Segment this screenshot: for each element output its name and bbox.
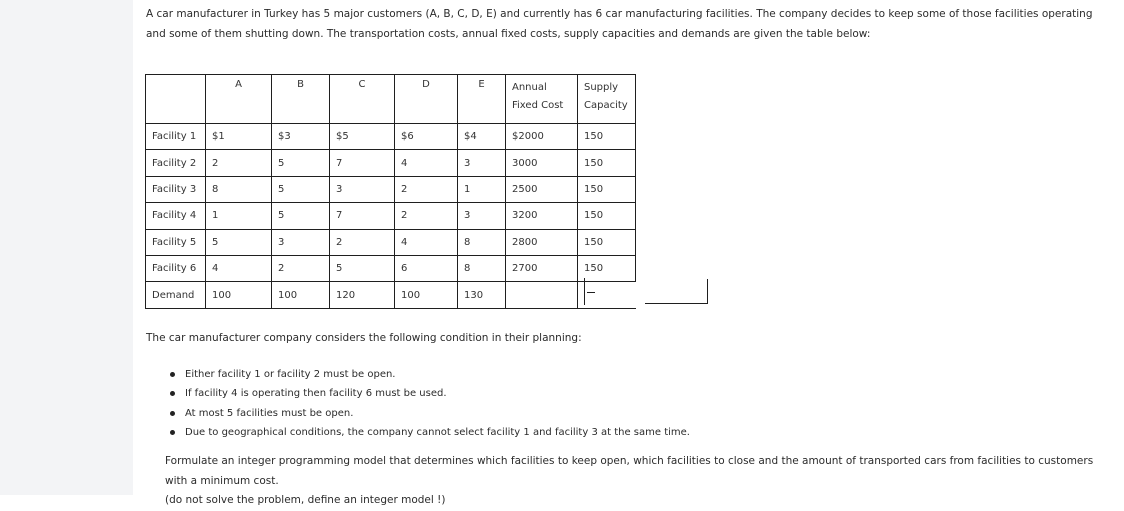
demand-row [146,282,636,308]
left-margin-panel [0,0,133,495]
task-note: (do not solve the problem, define an integer model !) [165,494,446,506]
capacity-cell: 150 [578,203,636,229]
list-item [168,423,690,442]
table-row [146,176,636,202]
demand-cell: 130 [458,282,506,308]
capacity-cell: 150 [578,176,636,202]
fixed-cost-cell: 3000 [506,150,578,176]
row-label: Facility 5 [146,229,206,255]
bullet-icon [170,372,175,377]
conditions-list [168,365,690,442]
header-customer-b: B [272,75,330,124]
task-main: Formulate an integer programming model that determines which facilities to keep open, which facilities to close and the amount of transported cars from facilities to customers with a minimum cost. [165,455,1094,487]
demand-cell: 100 [272,282,330,308]
cost-cell: 8 [458,229,506,255]
header-fixed-cost-line2: Fixed Cost [512,100,564,111]
cost-cell: 6 [395,255,458,281]
capacity-cell: 150 [578,124,636,150]
row-label: Facility 1 [146,124,206,150]
empty-cell [506,282,578,308]
cost-cell: 4 [395,229,458,255]
cost-cell: 4 [395,150,458,176]
cost-cell: 2 [395,176,458,202]
fixed-cost-cell: 2800 [506,229,578,255]
cost-cell: 5 [330,255,395,281]
fixed-cost-cell: $2000 [506,124,578,150]
row-label: Facility 3 [146,176,206,202]
header-fixed-cost-line1: Annual [512,82,547,93]
capacity-cell: 150 [578,150,636,176]
header-customer-e: E [458,75,506,124]
fixed-cost-cell: 2700 [506,255,578,281]
cost-cell: 1 [206,203,272,229]
row-label: Facility 6 [146,255,206,281]
cost-cell: $6 [395,124,458,150]
header-customer-c: C [330,75,395,124]
cost-cell: 8 [206,176,272,202]
cost-cell: 5 [206,229,272,255]
bullet-icon [170,411,175,416]
cost-cell: 2 [206,150,272,176]
cost-table [145,74,636,309]
demand-cell: 100 [206,282,272,308]
cost-cell: $1 [206,124,272,150]
cost-cell: 5 [272,150,330,176]
list-item [168,384,690,403]
cost-cell: 3 [458,203,506,229]
list-item [168,404,690,423]
condition-text: At most 5 facilities must be open. [185,407,354,419]
bullet-icon [170,430,175,435]
cost-cell: 4 [206,255,272,281]
blank-cell [578,282,636,308]
table-stray-border [584,278,585,305]
table-stray-dash [587,292,595,293]
table-row [146,124,636,150]
capacity-cell: 150 [578,255,636,281]
fixed-cost-cell: 3200 [506,203,578,229]
cost-cell: 3 [458,150,506,176]
cost-cell: 2 [272,255,330,281]
task-text [165,452,1115,511]
list-item [168,365,690,384]
demand-cell: 120 [330,282,395,308]
table-row [146,150,636,176]
cost-cell: 8 [458,255,506,281]
cost-cell: 3 [272,229,330,255]
cost-cell: 3 [330,176,395,202]
bullet-icon [170,391,175,396]
problem-intro-text: A car manufacturer in Turkey has 5 major customers (A, B, C, D, E) and currently has 6 car manufacturing facilities. The company decides to keep some of those facilities operating and some of them shutting down. The transportation costs, annual fixed costs, supply capacities and demands are given the table below: [146,8,1093,40]
header-supply-line1: Supply [584,82,619,93]
table-row [146,203,636,229]
table-header-row [146,75,636,124]
cost-cell: $5 [330,124,395,150]
table-row [146,229,636,255]
cost-cell: 7 [330,150,395,176]
condition-text: Either facility 1 or facility 2 must be open. [185,369,396,380]
fixed-cost-cell: 2500 [506,176,578,202]
table-row [146,255,636,281]
header-corner-cell [146,75,206,124]
cost-cell: 1 [458,176,506,202]
cost-cell: 5 [272,203,330,229]
demand-label: Demand [146,282,206,308]
cost-cell: 5 [272,176,330,202]
header-customer-d: D [395,75,458,124]
header-supply-capacity [578,75,636,124]
condition-text: Due to geographical conditions, the company cannot select facility 1 and facility 3 at the same time. [185,426,690,438]
header-supply-line2: Capacity [584,100,628,111]
header-annual-fixed-cost [506,75,578,124]
cost-cell: $4 [458,124,506,150]
cost-cell: 7 [330,203,395,229]
cost-cell: 2 [395,203,458,229]
row-label: Facility 4 [146,203,206,229]
conditions-intro-text: The car manufacturer company considers the following condition in their planning: [146,332,582,344]
condition-text: If facility 4 is operating then facility 6 must be used. [185,388,447,400]
demand-cell: 100 [395,282,458,308]
cost-cell: $3 [272,124,330,150]
capacity-cell: 150 [578,229,636,255]
header-customer-a: A [206,75,272,124]
row-label: Facility 2 [146,150,206,176]
cost-cell: 2 [330,229,395,255]
table-stray-box [645,279,708,304]
